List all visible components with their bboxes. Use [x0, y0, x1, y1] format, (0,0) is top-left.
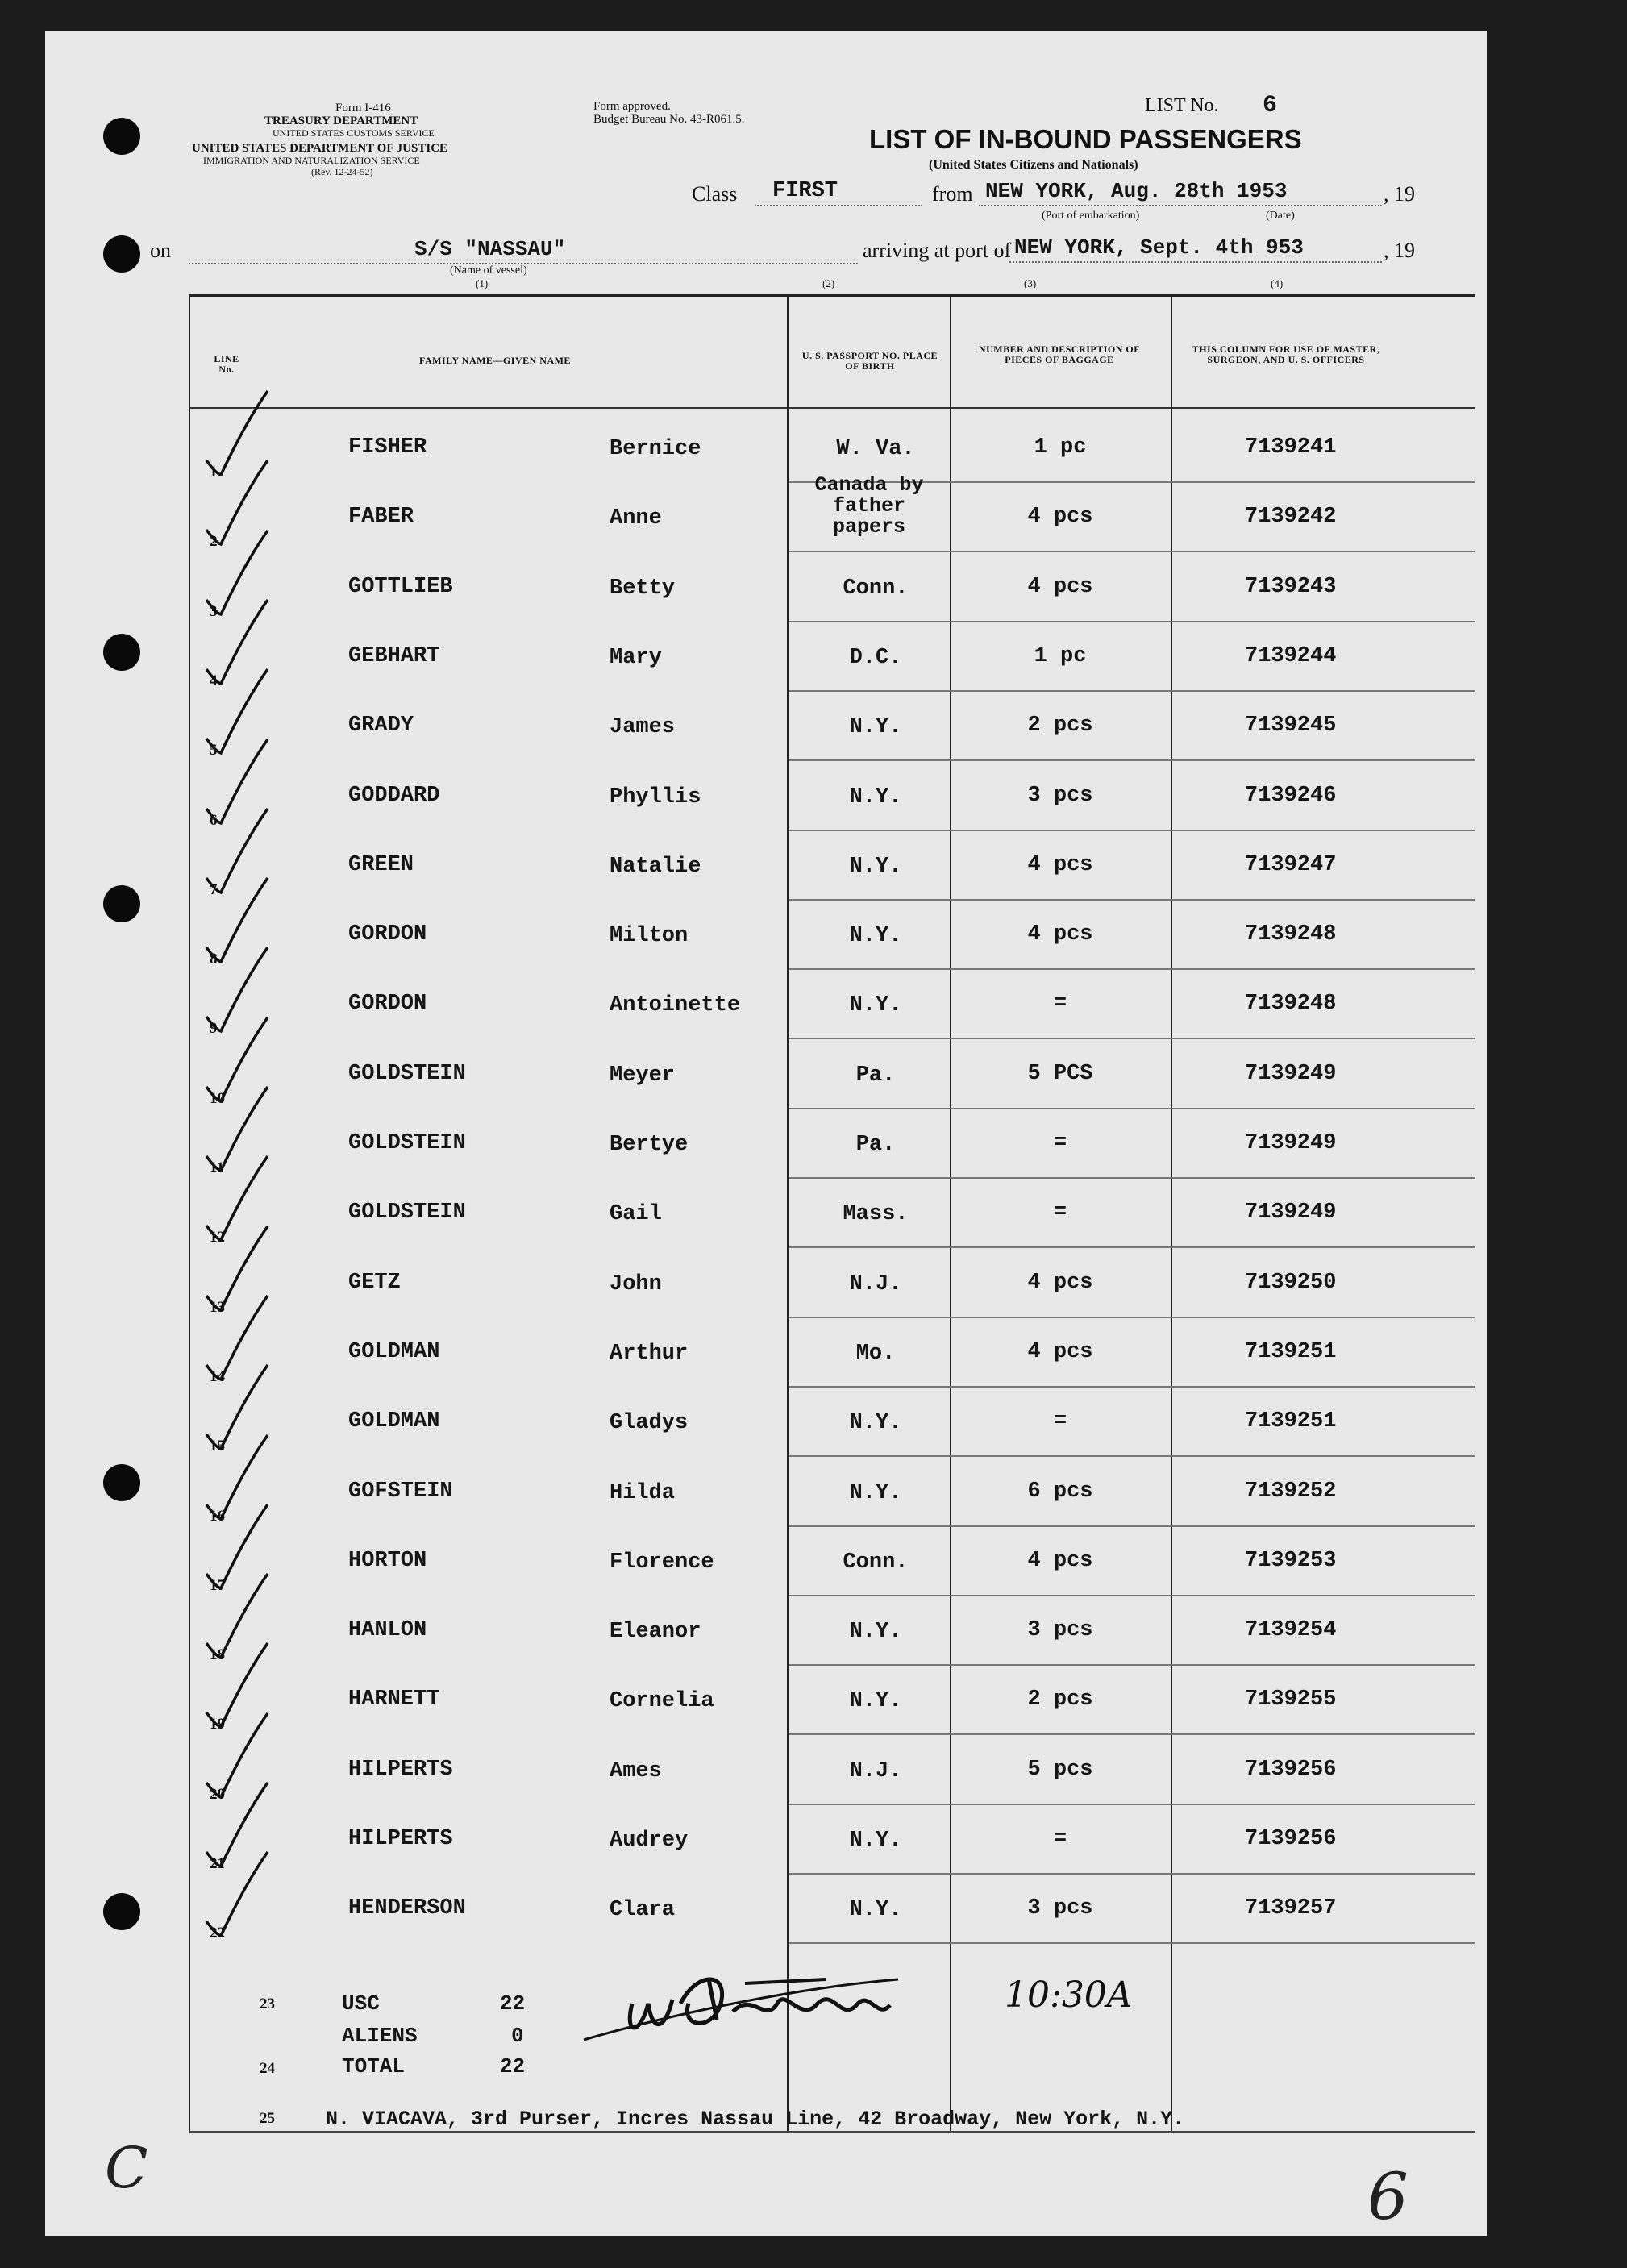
given-name: Audrey [610, 1829, 689, 1853]
class-value: FIRST [772, 179, 838, 203]
usc-label: USC [342, 1991, 380, 2016]
family-name: GRADY [348, 714, 414, 739]
baggage: 5 pcs [1027, 1757, 1093, 1782]
from-label: from [932, 182, 973, 206]
family-name: HARNETT [348, 1687, 440, 1712]
officer-reference: 7139248 [1245, 992, 1337, 1017]
justice-dept: UNITED STATES DEPARTMENT OF JUSTICE [192, 142, 448, 155]
officer-reference: 7139251 [1245, 1409, 1337, 1434]
given-name: Phyllis [610, 784, 701, 809]
line-number: 13 [210, 1298, 225, 1316]
family-name: GOLDMAN [348, 1409, 440, 1434]
col-header-name: FAMILY NAME—GIVEN NAME [419, 355, 571, 366]
page-subtitle: (United States Citizens and Nationals) [929, 158, 1138, 172]
officer-signature [560, 1955, 1059, 2052]
line-number: 15 [210, 1438, 225, 1455]
arrival-time: 10:30A [1005, 1975, 1133, 2016]
given-name: Florence [610, 1550, 714, 1575]
baggage: = [1053, 992, 1067, 1017]
officer-reference: 7139248 [1245, 922, 1337, 947]
given-name: James [610, 715, 676, 740]
table-row [189, 831, 1475, 901]
family-name: GOLDSTEIN [348, 1061, 466, 1086]
vessel-value: S/S "NASSAU" [414, 237, 566, 261]
place-of-birth: N.Y. [849, 1480, 902, 1505]
given-name: Eleanor [610, 1620, 701, 1645]
place-of-birth: N.J. [849, 1758, 902, 1783]
line-number: 2 [210, 533, 218, 551]
family-name: HILPERTS [348, 1757, 453, 1782]
form-number: Form I-416 [335, 102, 391, 114]
place-of-birth: W. Va. [836, 437, 915, 461]
officer-reference: 7139245 [1245, 714, 1337, 739]
given-name: Clara [610, 1898, 676, 1923]
table-row [189, 970, 1475, 1039]
line-number: 14 [210, 1367, 225, 1385]
table-row [189, 1318, 1475, 1388]
family-name: HORTON [348, 1548, 427, 1573]
table-row [189, 414, 1475, 483]
baggage: = [1053, 1409, 1067, 1434]
line-number-25: 25 [260, 2110, 275, 2127]
passenger-table [189, 294, 1475, 2133]
officer-reference: 7139250 [1245, 1270, 1337, 1295]
given-name: Antoinette [610, 993, 741, 1018]
col-caption-4: (4) [1271, 277, 1284, 289]
family-name: GETZ [348, 1270, 401, 1295]
year-19-b: , 19 [1384, 239, 1415, 262]
officer-reference: 7139254 [1245, 1618, 1337, 1643]
family-name: HANLON [348, 1618, 427, 1643]
purser-signature-line: N. VIACAVA, 3rd Purser, Incres Nassau Line, 42 Broadway, New York, N.Y. [326, 2108, 1185, 2131]
line-number: 11 [210, 1159, 224, 1176]
revision: (Rev. 12-24-52) [311, 166, 373, 177]
table-row [189, 553, 1475, 622]
officer-reference: 7139257 [1245, 1896, 1337, 1921]
table-row [189, 1805, 1475, 1875]
line-number: 19 [210, 1716, 225, 1733]
given-name: Anne [610, 506, 662, 531]
baggage: = [1053, 1131, 1067, 1155]
table-row [189, 901, 1475, 970]
from-field [979, 179, 1382, 206]
class-field [755, 179, 922, 206]
place-of-birth: Pa. [855, 1133, 896, 1157]
line-number: 20 [210, 1785, 225, 1803]
baggage: 4 pcs [1027, 505, 1093, 530]
baggage: 3 pcs [1027, 1618, 1093, 1643]
margin-mark-right: 6 [1367, 2159, 1409, 2234]
line-number-24: 24 [260, 2060, 275, 2077]
table-row [189, 1736, 1475, 1805]
list-no-value: 6 [1263, 92, 1278, 119]
table-row [189, 1666, 1475, 1735]
line-number: 12 [210, 1229, 225, 1246]
port-embark-caption: (Port of embarkation) [1042, 210, 1140, 222]
baggage: 4 pcs [1027, 574, 1093, 599]
baggage: 3 pcs [1027, 783, 1093, 808]
table-row [189, 1179, 1475, 1248]
place-of-birth: N.Y. [849, 924, 902, 949]
officer-reference: 7139249 [1245, 1061, 1337, 1086]
baggage: 3 pcs [1027, 1896, 1093, 1921]
officer-reference: 7139243 [1245, 574, 1337, 599]
arriving-label: arriving at port of [863, 239, 1012, 262]
col-header-baggage: NUMBER AND DESCRIPTION OF PIECES OF BAGGAGE [978, 343, 1141, 365]
place-of-birth: Conn. [843, 1550, 909, 1575]
line-number: 6 [210, 811, 218, 829]
line-number: 3 [210, 602, 218, 620]
officer-reference: 7139255 [1245, 1687, 1337, 1712]
place-of-birth: N.J. [849, 1271, 902, 1296]
place-of-birth: Mass. [843, 1202, 909, 1227]
family-name: HENDERSON [348, 1896, 466, 1921]
place-of-birth: N.Y. [849, 715, 902, 740]
punch-hole [103, 1464, 140, 1501]
family-name: FISHER [348, 435, 427, 460]
line-number: 10 [210, 1089, 225, 1107]
given-name: Cornelia [610, 1689, 714, 1714]
baggage: = [1053, 1827, 1067, 1851]
baggage: 5 PCS [1027, 1061, 1093, 1086]
place-of-birth: N.Y. [849, 1898, 902, 1923]
table-row [189, 1388, 1475, 1457]
family-name: GOLDSTEIN [348, 1201, 466, 1226]
arriving-value: NEW YORK, Sept. 4th 953 [1014, 235, 1304, 260]
baggage: 4 pcs [1027, 922, 1093, 947]
table-row [189, 1458, 1475, 1527]
col-header-passport: U. S. PASSPORT NO. PLACE OF BIRTH [801, 350, 938, 372]
class-label: Class [692, 182, 738, 206]
given-name: Meyer [610, 1063, 676, 1088]
given-name: Gail [610, 1202, 662, 1227]
row-rule [789, 1942, 1475, 1944]
page-title: LIST OF IN-BOUND PASSENGERS [869, 124, 1302, 154]
table-row [189, 1109, 1475, 1179]
baggage: 4 pcs [1027, 1548, 1093, 1573]
total-value: 22 [500, 2054, 526, 2079]
baggage: 4 pcs [1027, 1339, 1093, 1364]
officer-reference: 7139249 [1245, 1201, 1337, 1226]
baggage: 2 pcs [1027, 1687, 1093, 1712]
col-header-officers: THIS COLUMN FOR USE OF MASTER, SURGEON, AND U. S. OFFICERS [1192, 343, 1380, 365]
aliens-value: 0 [511, 2024, 524, 2048]
line-number: 16 [210, 1507, 225, 1525]
place-of-birth: D.C. [849, 645, 902, 670]
family-name: GREEN [348, 852, 414, 877]
table-row [189, 762, 1475, 831]
place-of-birth: N.Y. [849, 1411, 902, 1436]
punch-hole [103, 235, 140, 273]
officer-reference: 7139252 [1245, 1479, 1337, 1504]
form-approved: Form approved. [593, 100, 671, 113]
baggage: = [1053, 1201, 1067, 1226]
line-number: 18 [210, 1646, 225, 1664]
total-label: TOTAL [342, 2054, 406, 2079]
place-of-birth: N.Y. [849, 1689, 902, 1714]
line-number: 21 [210, 1855, 225, 1872]
place-of-birth: N.Y. [849, 784, 902, 809]
given-name: Bertye [610, 1133, 689, 1157]
family-name: GODDARD [348, 783, 440, 808]
col-header-line: LINE No. [214, 353, 239, 375]
line-number: 1 [210, 464, 218, 481]
place-of-birth: N.Y. [849, 854, 902, 879]
col-caption-2: (2) [822, 277, 835, 289]
usc-value: 22 [500, 1991, 526, 2016]
officer-reference: 7139256 [1245, 1827, 1337, 1851]
line-number-23: 23 [260, 1995, 275, 2012]
line-number: 22 [210, 1925, 225, 1942]
treasury-dept: TREASURY DEPARTMENT [264, 114, 418, 127]
officer-reference: 7139242 [1245, 505, 1337, 530]
given-name: Mary [610, 645, 662, 670]
table-row [189, 1875, 1475, 1944]
table-row [189, 692, 1475, 761]
table-row [189, 473, 1475, 552]
ins-service: IMMIGRATION AND NATURALIZATION SERVICE [203, 155, 420, 166]
baggage: 4 pcs [1027, 852, 1093, 877]
given-name: Betty [610, 576, 676, 601]
punch-hole [103, 1893, 140, 1930]
place-of-birth: N.Y. [849, 1620, 902, 1645]
officer-reference: 7139251 [1245, 1339, 1337, 1364]
officer-reference: 7139249 [1245, 1131, 1337, 1155]
arriving-field [1009, 235, 1382, 263]
given-name: Arthur [610, 1341, 689, 1366]
officer-reference: 7139246 [1245, 783, 1337, 808]
check-mark-icon [200, 1847, 273, 1944]
place-of-birth: Canada by father papers [814, 473, 924, 539]
table-row [189, 1249, 1475, 1318]
place-of-birth: Conn. [843, 576, 909, 601]
margin-mark-left: C [105, 2135, 148, 2201]
place-of-birth: Mo. [855, 1341, 896, 1366]
given-name: Natalie [610, 854, 701, 879]
line-number: 4 [210, 672, 218, 689]
place-of-birth: N.Y. [849, 1829, 902, 1853]
place-of-birth: N.Y. [849, 993, 902, 1018]
given-name: John [610, 1271, 662, 1296]
family-name: GORDON [348, 992, 427, 1017]
baggage: 2 pcs [1027, 714, 1093, 739]
punch-hole [103, 118, 140, 155]
punch-hole [103, 885, 140, 922]
line-number: 8 [210, 951, 218, 968]
family-name: FABER [348, 505, 414, 530]
col-caption-3: (3) [1024, 277, 1037, 289]
on-label: on [150, 239, 171, 262]
family-name: GEBHART [348, 643, 440, 668]
given-name: Bernice [610, 437, 701, 461]
family-name: GOTTLIEB [348, 574, 453, 599]
manifest-sheet [45, 31, 1487, 2236]
family-name: GORDON [348, 922, 427, 947]
list-no-label: LIST No. [1145, 95, 1219, 116]
given-name: Ames [610, 1758, 662, 1783]
officer-reference: 7139247 [1245, 852, 1337, 877]
punch-hole [103, 634, 140, 671]
family-name: GOLDSTEIN [348, 1131, 466, 1155]
given-name: Hilda [610, 1480, 676, 1505]
line-number: 17 [210, 1576, 225, 1594]
given-name: Gladys [610, 1411, 689, 1436]
officer-reference: 7139244 [1245, 643, 1337, 668]
family-name: GOLDMAN [348, 1339, 440, 1364]
family-name: HILPERTS [348, 1827, 453, 1851]
officer-reference: 7139241 [1245, 435, 1337, 460]
baggage: 6 pcs [1027, 1479, 1093, 1504]
family-name: GOFSTEIN [348, 1479, 453, 1504]
line-number: 7 [210, 880, 218, 898]
baggage: 1 pc [1034, 435, 1087, 460]
vessel-field [189, 237, 858, 264]
line-number: 9 [210, 1020, 218, 1038]
budget-bureau: Budget Bureau No. 43-R061.5. [593, 113, 745, 126]
baggage: 4 pcs [1027, 1270, 1093, 1295]
officer-reference: 7139256 [1245, 1757, 1337, 1782]
officer-reference: 7139253 [1245, 1548, 1337, 1573]
given-name: Milton [610, 924, 689, 949]
year-19-a: , 19 [1384, 182, 1415, 206]
date-caption: (Date) [1266, 210, 1295, 222]
table-row [189, 1596, 1475, 1666]
table-row [189, 1527, 1475, 1596]
place-of-birth: Pa. [855, 1063, 896, 1088]
table-row [189, 1040, 1475, 1109]
table-row [189, 622, 1475, 692]
line-number: 5 [210, 742, 218, 759]
aliens-label: ALIENS [342, 2024, 418, 2048]
from-value: NEW YORK, Aug. 28th 1953 [985, 179, 1288, 203]
col-caption-1: (1) [476, 277, 489, 289]
vessel-caption: (Name of vessel) [450, 264, 527, 277]
baggage: 1 pc [1034, 643, 1087, 668]
customs-service: UNITED STATES CUSTOMS SERVICE [273, 127, 435, 139]
